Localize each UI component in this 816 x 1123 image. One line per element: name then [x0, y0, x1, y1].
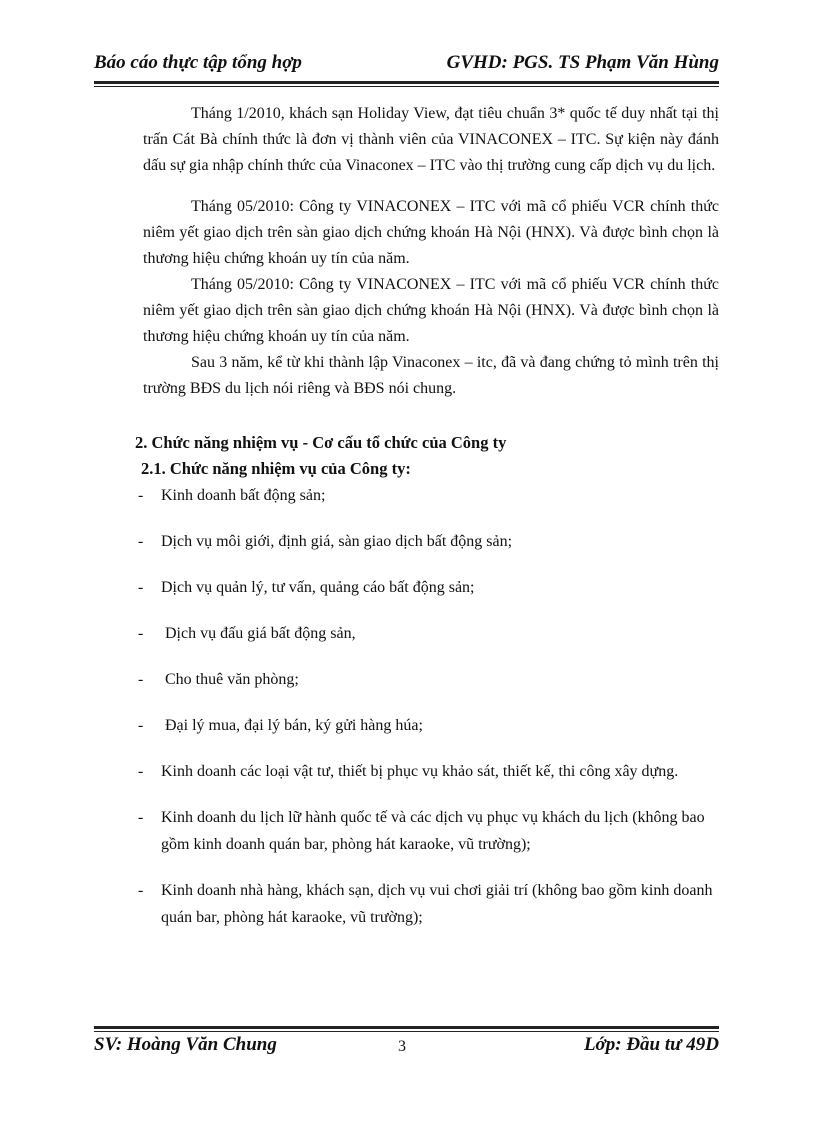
paragraph-holiday-view: Tháng 1/2010, khách sạn Holiday View, đạt tiêu chuẩn 3* quốc tế duy nhất tại thị trấn Cát Bà chính thức là đơn vị thành viên của VINACONEX – ITC. Sự kiện này đánh dấu sự gia nhập chính thức của Vinaconex – ITC vào thị trường cung cấp dịch vụ du lịch.: [143, 105, 719, 174]
list-item-text: Đại lý mua, đại lý bán, ký gửi hàng húa;: [165, 717, 423, 734]
list-item: [138, 758, 714, 785]
header-report-title: Báo cáo thực tập tổng hợp: [94, 52, 302, 73]
footer-student: SV: Hoàng Văn Chung: [94, 1034, 277, 1055]
footer-rule-thick: [94, 1026, 719, 1029]
paragraph-listing-2: Tháng 05/2010: Công ty VINACONEX – ITC với mã cổ phiếu VCR chính thức niêm yết giao dịch trên sàn giao dịch chứng khoán Hà Nội (HNX). Và được bình chọn là thương hiệu chứng khoán uy tín của năm.: [143, 276, 719, 345]
header-rule-thin: [94, 86, 719, 87]
list-item: [138, 528, 714, 555]
list-item-text: Kinh doanh du lịch lữ hành quốc tế và các dịch vụ phục vụ khách du lịch (không bao gồm kinh doanh quán bar, phòng hát karaoke, vũ trường);: [161, 809, 705, 853]
list-dash: -: [138, 533, 144, 550]
list-dash: -: [138, 717, 144, 734]
footer-class: Lớp: Đầu tư 49D: [583, 1034, 719, 1055]
list-item: [138, 666, 714, 693]
section-subheading: 2.1. Chức năng nhiệm vụ của Công ty:: [141, 459, 411, 478]
list-dash: -: [138, 579, 144, 596]
footer-rule-thin: [94, 1031, 719, 1032]
header-rule-thick: [94, 81, 719, 84]
list-dash: -: [138, 809, 144, 826]
list-item: [138, 712, 714, 739]
list-item: [138, 482, 714, 509]
page-body: [135, 101, 719, 950]
list-item: [138, 620, 714, 647]
list-dash: -: [138, 487, 144, 504]
list-item-text: Kinh doanh các loại vật tư, thiết bị phục vụ khảo sát, thiết kế, thi công xây dựng.: [161, 763, 679, 780]
function-list: [138, 482, 714, 931]
page-footer: [94, 1034, 719, 1060]
list-item-text: Kinh doanh bất động sản;: [161, 487, 326, 504]
list-dash: -: [138, 625, 144, 642]
list-item-text: Dịch vụ đấu giá bất động sản,: [165, 625, 356, 642]
list-dash: -: [138, 882, 144, 899]
paragraph-three-years: Sau 3 năm, kể từ khi thành lập Vinaconex – itc, đã và đang chứng tỏ mình trên thị trường BĐS du lịch nói riêng và BĐS nói chung.: [143, 354, 719, 397]
list-item: [138, 804, 714, 858]
list-item-text: Dịch vụ môi giới, định giá, sàn giao dịch bất động sản;: [161, 533, 513, 550]
list-item: [138, 574, 714, 601]
list-item-text: Dịch vụ quản lý, tư vấn, quảng cáo bất động sản;: [161, 579, 475, 596]
list-dash: -: [138, 671, 144, 688]
list-dash: -: [138, 763, 144, 780]
paragraph-listing-1: Tháng 05/2010: Công ty VINACONEX – ITC với mã cổ phiếu VCR chính thức niêm yết giao dịch trên sàn giao dịch chứng khoán Hà Nội (HNX). Và được bình chọn là thương hiệu chứng khoán uy tín của năm.: [143, 198, 719, 267]
page-header: [94, 52, 719, 82]
header-supervisor: GVHD: PGS. TS Phạm Văn Hùng: [446, 52, 719, 73]
page-number: 3: [398, 1038, 406, 1055]
list-item: [138, 877, 714, 931]
section-heading: 2. Chức năng nhiệm vụ - Cơ cấu tổ chức của Công ty: [135, 433, 507, 452]
list-item-text: Cho thuê văn phòng;: [165, 671, 299, 688]
list-item-text: Kinh doanh nhà hàng, khách sạn, dịch vụ vui chơi giải trí (không bao gồm kinh doanh quán bar, phòng hát karaoke, vũ trường);: [161, 882, 713, 926]
